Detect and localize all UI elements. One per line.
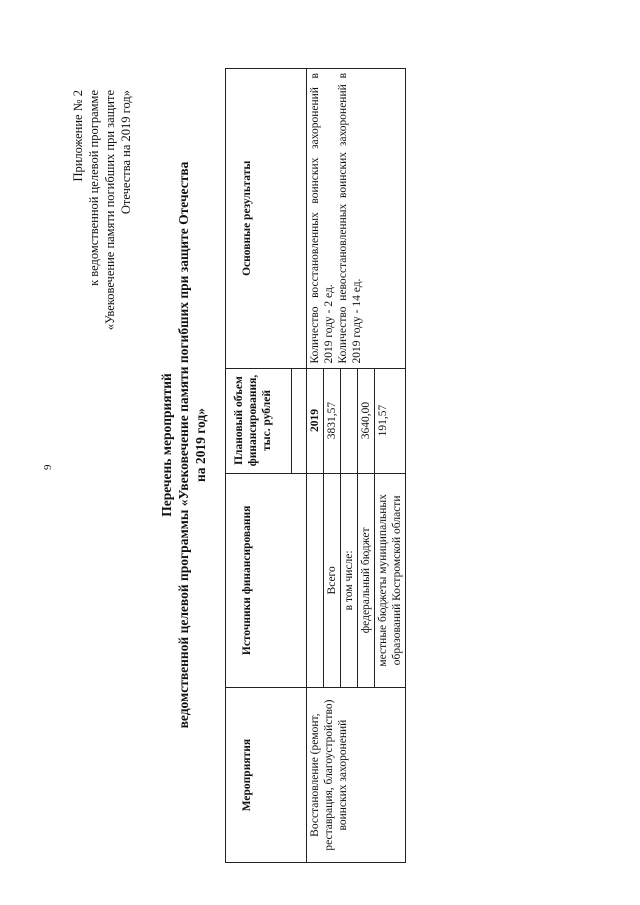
result-item: Количество невосстановленных воинских захоронений в 2019 году - 14 ед.: [337, 73, 363, 364]
header-funding: Плановый объем финансирования, тыс. рублей: [226, 368, 292, 473]
value-cell: 3640,00: [358, 368, 375, 473]
result-item: Количество восстановленных воинских захоронений в 2019 году - 2 ед.: [309, 73, 335, 364]
header-results: Основные результаты: [226, 69, 307, 369]
value-cell: [341, 368, 358, 473]
heading-line: на 2019 год»: [193, 408, 208, 483]
page-number: 9: [42, 464, 54, 470]
table-header-row: [226, 69, 292, 863]
document-heading: [158, 125, 209, 765]
appendix-note: [70, 90, 134, 450]
appendix-line: к ведомственной целевой программе: [87, 90, 101, 286]
year-cell: 2019: [307, 368, 324, 473]
source-cell: федеральный бюджет: [358, 473, 375, 688]
header-sources: Источники финансирования: [226, 473, 307, 688]
source-header-cell: [307, 473, 324, 688]
event-cell: Восстановление (ремонт, реставрация, благоустройство) воинских захоронений: [307, 688, 406, 863]
table-row: [307, 69, 324, 863]
header-events: Мероприятия: [226, 688, 307, 863]
source-cell: местные бюджеты муниципальных образований Костромской области: [375, 473, 406, 688]
value-cell: 191,57: [375, 368, 406, 473]
appendix-line: Отечества на 2019 год»: [119, 90, 133, 215]
source-cell: в том числе:: [341, 473, 358, 688]
heading-line: Перечень мероприятий: [159, 373, 174, 517]
appendix-line: «Увековечение памяти погибших при защите: [103, 90, 117, 331]
results-cell: [307, 69, 406, 369]
source-cell: Всего: [324, 473, 341, 688]
heading-line: ведомственной целевой программы «Увековечение памяти погибших при защите Отечества: [176, 161, 191, 729]
year-blank-cell: [292, 368, 307, 473]
value-cell: 3831,57: [324, 368, 341, 473]
appendix-line: Приложение № 2: [71, 90, 85, 182]
events-table: [225, 68, 406, 863]
